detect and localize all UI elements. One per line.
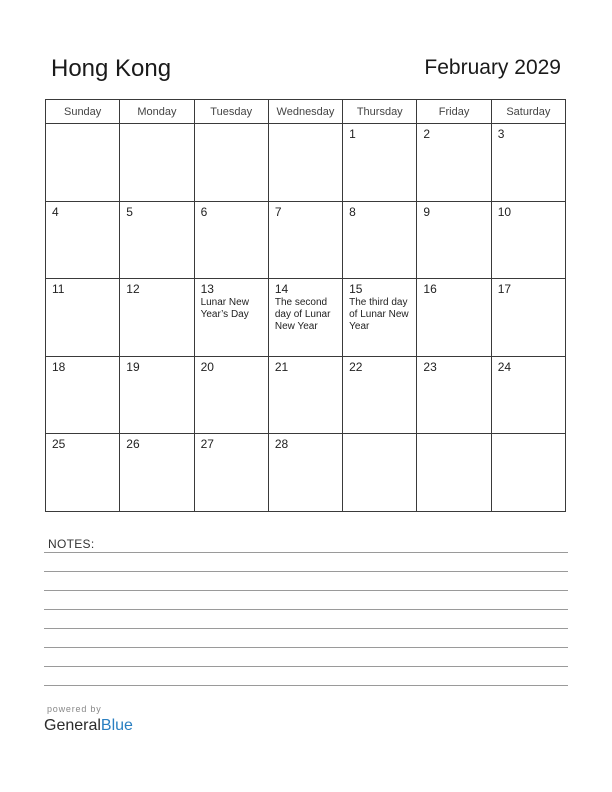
weekday-header: Saturday (491, 100, 565, 124)
day-cell (120, 124, 194, 202)
day-number (417, 434, 490, 438)
day-number (343, 434, 416, 438)
day-cell (491, 356, 565, 434)
page-title-month: February 2029 (424, 56, 561, 79)
day-cell (120, 434, 194, 512)
day-cell (194, 201, 268, 279)
day-number: 18 (52, 359, 66, 374)
note-line (44, 685, 568, 686)
weekday-header: Monday (120, 100, 194, 124)
week-row (46, 434, 566, 512)
note-line (44, 590, 568, 591)
day-cell (46, 434, 120, 512)
day-cell (194, 434, 268, 512)
day-cell (491, 124, 565, 202)
day-number: 7 (274, 204, 282, 219)
day-number (120, 124, 193, 128)
day-cell (491, 201, 565, 279)
day-number: 4 (52, 204, 59, 219)
day-number: 20 (200, 359, 214, 374)
holiday-label: Lunar New Year’s Day (200, 297, 249, 321)
day-cell (417, 434, 491, 512)
note-line (44, 571, 568, 572)
brand-general: General (44, 717, 101, 734)
day-cell (343, 279, 417, 357)
day-cell (343, 434, 417, 512)
day-cell (46, 201, 120, 279)
day-number: 1 (349, 127, 356, 141)
day-cell (343, 201, 417, 279)
note-line (44, 628, 568, 629)
day-number: 19 (126, 359, 140, 374)
day-cell (268, 124, 342, 202)
day-number: 5 (126, 204, 133, 219)
day-number: 10 (497, 204, 512, 219)
week-row (46, 201, 566, 279)
day-number: 22 (349, 359, 363, 374)
brand-blue: Blue (100, 717, 133, 734)
day-cell (491, 279, 565, 357)
day-cell (417, 356, 491, 434)
week-row (46, 279, 566, 357)
day-cell (194, 356, 268, 434)
day-cell (46, 124, 120, 202)
day-cell (120, 201, 194, 279)
note-line (44, 552, 568, 553)
day-number: 13 (200, 282, 214, 297)
weekday-header: Thursday (343, 100, 417, 124)
day-number: 23 (423, 359, 437, 374)
page-title-region: Hong Kong (51, 55, 172, 82)
day-number: 28 (274, 437, 289, 452)
week-row (46, 356, 566, 434)
day-number: 14 (274, 282, 289, 297)
day-cell (268, 201, 342, 279)
holiday-label: The third day of Lunar New Year (349, 297, 409, 333)
day-number (492, 434, 565, 438)
day-number: 12 (126, 282, 140, 297)
weekday-header: Friday (417, 100, 491, 124)
day-number: 21 (274, 359, 289, 374)
day-number: 3 (497, 127, 505, 141)
day-number: 8 (349, 204, 356, 219)
day-number (46, 124, 119, 128)
day-cell (417, 279, 491, 357)
day-cell (194, 279, 268, 357)
day-number: 2 (423, 127, 431, 141)
day-cell (417, 124, 491, 202)
day-cell (120, 279, 194, 357)
powered-by-text: powered by (47, 704, 102, 714)
day-cell (268, 356, 342, 434)
day-number: 9 (423, 204, 431, 219)
day-cell (343, 124, 417, 202)
day-number: 25 (52, 437, 66, 452)
brand-logo (44, 717, 133, 735)
day-number: 16 (423, 282, 437, 297)
day-number: 26 (126, 437, 140, 452)
day-cell (417, 201, 491, 279)
day-number: 11 (52, 282, 65, 297)
holiday-label: The second day of Lunar New Year (274, 297, 331, 333)
day-cell (268, 279, 342, 357)
day-number: 27 (200, 437, 214, 452)
calendar-grid (45, 99, 566, 512)
day-cell (194, 124, 268, 202)
weekday-header-row (46, 100, 566, 124)
weekday-header: Sunday (46, 100, 120, 124)
weekday-header: Wednesday (268, 100, 342, 124)
day-number (269, 124, 342, 128)
day-number: 6 (200, 204, 208, 219)
day-cell (46, 356, 120, 434)
note-line (44, 666, 568, 667)
day-cell (343, 356, 417, 434)
note-line (44, 647, 568, 648)
week-row (46, 124, 566, 202)
note-line (44, 609, 568, 610)
day-number (195, 124, 268, 128)
weekday-header: Tuesday (194, 100, 268, 124)
day-number: 15 (349, 282, 363, 297)
day-number: 24 (497, 359, 512, 374)
day-cell (46, 279, 120, 357)
day-number: 17 (497, 282, 512, 297)
day-cell (268, 434, 342, 512)
day-cell (120, 356, 194, 434)
notes-label: NOTES: (48, 537, 95, 551)
day-cell (491, 434, 565, 512)
